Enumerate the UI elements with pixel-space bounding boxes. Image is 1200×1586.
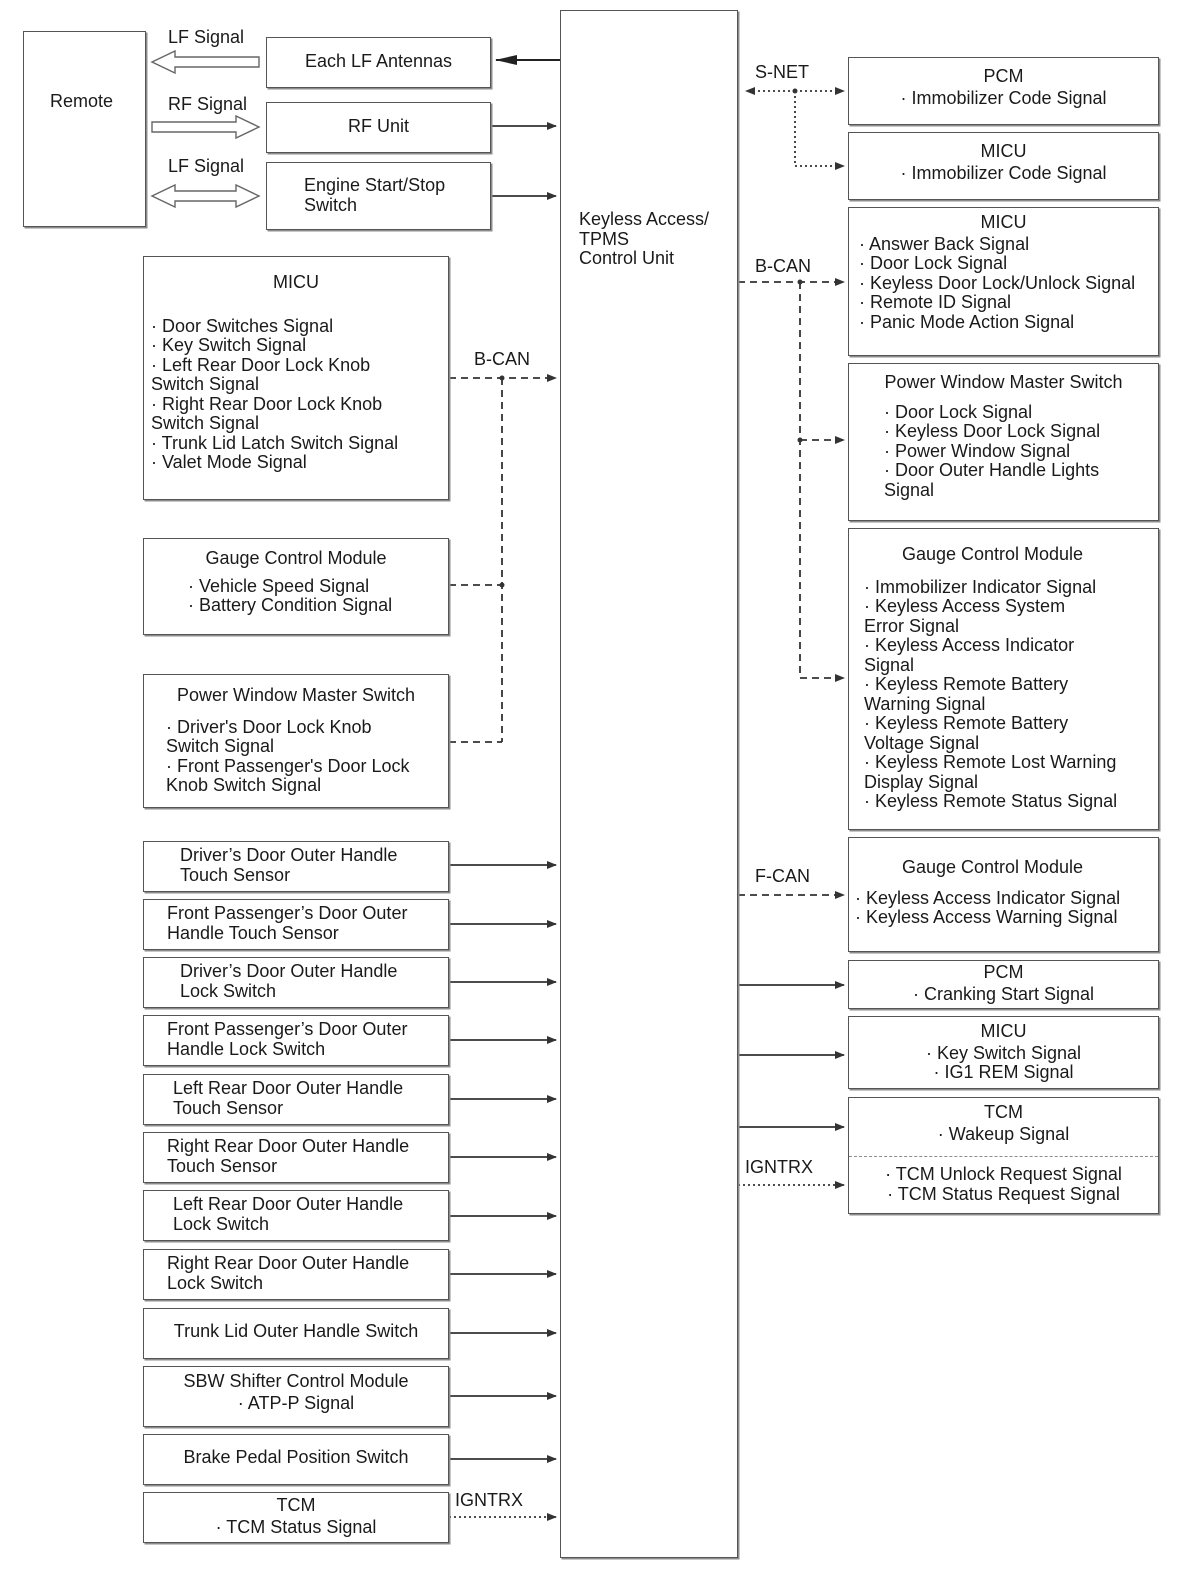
lf-signal-arrow-1 xyxy=(152,51,259,73)
right-micu-2-item: · Keyless Door Lock/Unlock Signal xyxy=(859,272,1136,293)
left-micu-item: · Trunk Lid Latch Switch Signal xyxy=(151,432,399,453)
right-micu-3-box xyxy=(848,1016,1159,1089)
engine-switch-label: Engine Start/Stop Switch xyxy=(304,175,446,215)
left-input-box xyxy=(143,957,449,1008)
right-tcm-item: · Wakeup Signal xyxy=(937,1123,1070,1144)
rf-signal-label: RF Signal xyxy=(168,94,248,114)
left-pwms-item: · Front Passenger's Door Lock Knob Switch Signal xyxy=(166,755,410,795)
left-input-label: Driver’s Door Outer Handle Lock Switch xyxy=(180,961,398,1001)
left-pwms-item: · Driver's Door Lock Knob Switch Signal xyxy=(166,716,372,756)
right-gauge-1-item: · Immobilizer Indicator Signal xyxy=(864,576,1097,597)
left-gauge-item: · Vehicle Speed Signal xyxy=(188,575,370,596)
left-input-box xyxy=(143,1249,449,1300)
left-input-box xyxy=(143,899,449,950)
right-pwms-title: Power Window Master Switch xyxy=(884,372,1123,392)
left-input-label: Left Rear Door Outer Handle Lock Switch xyxy=(173,1194,404,1234)
rf-unit-box xyxy=(266,102,491,153)
right-micu-2-item: · Panic Mode Action Signal xyxy=(859,311,1075,332)
right-micu-1-box xyxy=(848,132,1159,200)
left-micu-item: · Key Switch Signal xyxy=(151,335,307,355)
right-micu-1-title: MICU xyxy=(980,141,1027,161)
right-pcm-2-box xyxy=(848,960,1159,1009)
right-gauge-2-item: · Keyless Access Warning Signal xyxy=(855,907,1118,927)
left-pwms-box xyxy=(143,674,449,808)
left-tcm-title: TCM xyxy=(276,1495,316,1515)
right-bcan-label: B-CAN xyxy=(755,256,812,276)
right-gauge-2-title: Gauge Control Module xyxy=(901,857,1084,877)
left-igntrx-label: IGNTRX xyxy=(455,1490,524,1510)
right-gauge-1-item: · Keyless Remote Battery Warning Signal xyxy=(864,674,1069,714)
left-input-box xyxy=(143,1074,449,1125)
right-pcm-1-box xyxy=(848,57,1159,125)
tcm-divider xyxy=(849,1156,1158,1157)
left-micu-box xyxy=(143,256,449,500)
right-gauge-2-item: · Keyless Access Indicator Signal xyxy=(855,887,1121,908)
right-gauge-1-box xyxy=(848,528,1159,830)
right-tcm-lower-item: · TCM Unlock Request Signal xyxy=(885,1164,1122,1184)
control-unit-box xyxy=(560,10,738,1558)
remote-box xyxy=(23,31,146,227)
left-gauge-item: · Battery Condition Signal xyxy=(188,595,393,615)
rf-unit-label: RF Unit xyxy=(347,116,409,136)
right-gauge-1-item: · Keyless Access Indicator Signal xyxy=(864,635,1075,675)
right-gauge-1-item: · Keyless Remote Battery Voltage Signal xyxy=(864,713,1069,753)
right-pcm-2-title: PCM xyxy=(983,962,1024,982)
left-input-label: Trunk Lid Outer Handle Switch xyxy=(173,1321,419,1341)
left-input-box xyxy=(143,1308,449,1359)
right-gauge-2-box xyxy=(848,837,1159,952)
right-gauge-1-title: Gauge Control Module xyxy=(901,544,1084,564)
right-tcm-title: TCM xyxy=(984,1102,1023,1122)
right-micu-2-item: · Remote ID Signal xyxy=(859,292,1012,312)
lf-signal-label-1: LF Signal xyxy=(168,27,245,47)
left-micu-title: MICU xyxy=(273,272,319,292)
right-pcm-1-title: PCM xyxy=(983,66,1024,86)
right-micu-3-title: MICU xyxy=(980,1021,1027,1041)
right-fcan-label: F-CAN xyxy=(755,866,810,886)
right-pcm-1-item: · Immobilizer Code Signal xyxy=(900,87,1107,108)
control-unit-label: Keyless Access/ TPMS Control Unit xyxy=(579,209,710,268)
right-micu-2-title: MICU xyxy=(980,212,1027,232)
left-input-box xyxy=(143,1132,449,1183)
right-gauge-1-item: · Keyless Access System Error Signal xyxy=(864,596,1066,636)
lf-signal-label-2: LF Signal xyxy=(168,156,245,176)
left-micu-item: · Left Rear Door Lock Knob Switch Signal xyxy=(151,354,371,394)
left-bcan-label: B-CAN xyxy=(474,349,531,369)
right-tcm-lower-item: · TCM Status Request Signal xyxy=(887,1183,1120,1204)
left-input-label: Front Passenger’s Door Outer Handle Touch Sensor xyxy=(167,903,408,943)
right-micu-3-item: · IG1 REM Signal xyxy=(933,1062,1074,1082)
right-pwms-box xyxy=(848,363,1159,521)
right-micu-2-item: · Door Lock Signal xyxy=(859,253,1008,273)
right-pwms-item: · Power Window Signal xyxy=(884,440,1071,461)
left-pwms-title: Power Window Master Switch xyxy=(176,685,416,705)
left-input-label: Driver’s Door Outer Handle Touch Sensor xyxy=(180,845,398,885)
left-gauge-box xyxy=(143,538,449,635)
left-micu-item: · Valet Mode Signal xyxy=(151,452,307,472)
right-micu-3-item: · Key Switch Signal xyxy=(925,1042,1082,1063)
left-sbw-box xyxy=(143,1366,449,1427)
right-micu-1-item: · Immobilizer Code Signal xyxy=(900,162,1107,183)
left-input-label: Front Passenger’s Door Outer Handle Lock Switch xyxy=(167,1019,408,1059)
left-tcm-item: · TCM Status Signal xyxy=(215,1516,377,1537)
left-sbw-item: · ATP-P Signal xyxy=(237,1392,355,1413)
left-input-label: Left Rear Door Outer Handle Touch Sensor xyxy=(173,1078,404,1118)
left-brake-box xyxy=(143,1434,449,1485)
left-gauge-title: Gauge Control Module xyxy=(205,548,387,568)
left-tcm-box xyxy=(143,1492,449,1543)
left-input-label: Right Rear Door Outer Handle Touch Sensor xyxy=(167,1136,410,1176)
right-igntrx-label: IGNTRX xyxy=(745,1157,814,1177)
left-brake-label: Brake Pedal Position Switch xyxy=(183,1447,409,1467)
right-pcm-2-item: · Cranking Start Signal xyxy=(912,983,1095,1004)
right-snet-label: S-NET xyxy=(755,62,809,82)
left-input-box xyxy=(143,841,449,892)
right-pwms-item: · Door Lock Signal xyxy=(884,401,1033,422)
right-gauge-1-item: · Keyless Remote Lost Warning Display Signal xyxy=(864,752,1117,792)
engine-switch-box xyxy=(266,162,491,230)
right-micu-2-box xyxy=(848,207,1159,356)
lf-signal-arrow-2 xyxy=(152,185,259,207)
lf-antennas-box xyxy=(266,37,491,88)
rf-signal-arrow xyxy=(152,116,259,138)
left-micu-item: · Right Rear Door Lock Knob Switch Signal xyxy=(151,393,383,433)
right-pwms-item: · Door Outer Handle Lights Signal xyxy=(884,460,1100,500)
left-input-label: Right Rear Door Outer Handle Lock Switch xyxy=(167,1253,410,1293)
right-tcm-box xyxy=(848,1097,1159,1214)
right-micu-2-item: · Answer Back Signal xyxy=(859,233,1030,254)
left-sbw-title: SBW Shifter Control Module xyxy=(183,1371,409,1391)
left-input-box xyxy=(143,1015,449,1066)
right-pwms-item: · Keyless Door Lock Signal xyxy=(884,421,1101,441)
lf-antennas-label: Each LF Antennas xyxy=(304,51,453,71)
remote-label: Remote xyxy=(50,91,114,111)
right-gauge-1-item: · Keyless Remote Status Signal xyxy=(864,791,1118,811)
left-micu-item: · Door Switches Signal xyxy=(151,315,334,336)
left-input-box xyxy=(143,1190,449,1241)
